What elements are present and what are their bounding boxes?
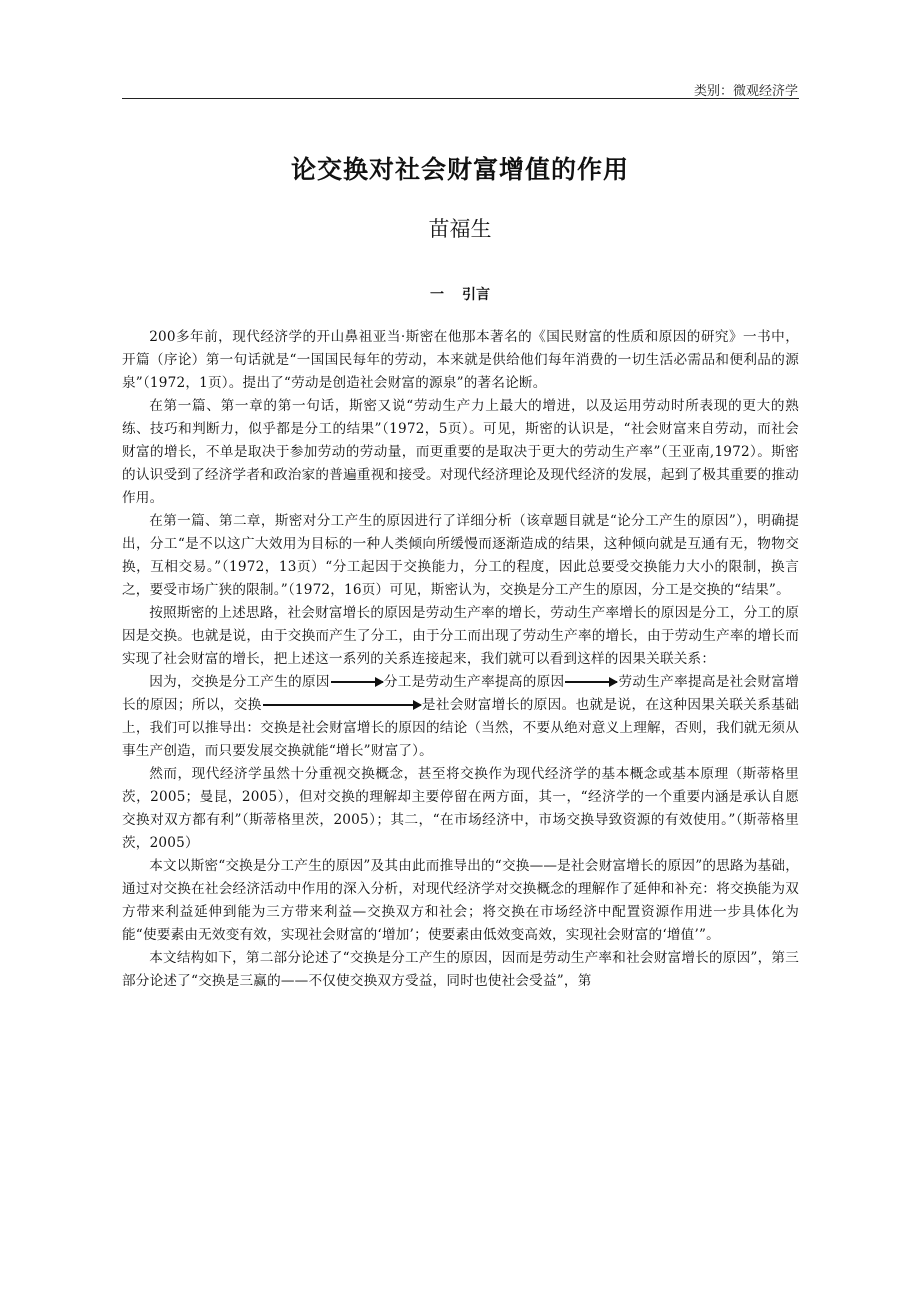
paragraph: 在第一篇、第一章的第一句话，斯密又说“劳动生产力上最大的增进，以及运用劳动时所表现的更大的熟练、技巧和判断力，似乎都是分工的结果”（1972，5页）。可见，斯密的认识是，“社会财富来自劳动，而社会财富的增长，不单是取决于参加劳动的劳动量，而更重要的是取决于更大的劳动生产率”（王亚南,1972）。斯密的认识受到了经济学者和政治家的普遍重视和接受。对现代经济理论及现代经济的发展，起到了极其重要的推动作用。 — [122, 398, 799, 506]
section-heading — [0, 284, 920, 304]
chain-part-1: 因为，交换是分工产生的原因 — [149, 674, 330, 690]
paper-title: 论交换对社会财富增值的作用 — [290, 155, 629, 184]
paragraph: 200多年前，现代经济学的开山鼻祖亚当·斯密在他那本著名的《国民财富的性质和原因的研究》一书中，开篇（序论）第一句话就是“一国国民每年的劳动，本来就是供给他们每年消费的一切生活必需品和便利品的源泉”（1972，1页）。提出了“劳动是创造社会财富的源泉”的著名论断。 — [122, 329, 799, 391]
header-rule — [122, 98, 799, 99]
section-title-text: 引言 — [462, 287, 490, 303]
right-arrow-icon — [331, 681, 383, 683]
paragraph: 在第一篇、第二章，斯密对分工产生的原因进行了详细分析（该章题目就是“论分工产生的原因”），明确提出，分工“是不以这广大效用为目标的一种人类倾向所缓慢而逐渐造成的结果，这种倾向就是互通有无，物物交换，互相交易。”（1972，13页）“分工起因于交换能力，分工的程度，因此总要受交换能力大小的限制，换言之，要受市场广狭的限制。”（1972，16页）可见，斯密认为，交换是分工产生的原因，分工是交换的“结果”。 — [122, 513, 799, 598]
long-right-arrow-icon — [263, 704, 421, 706]
chain-part-4: 是社会财富增长的原因。也就是说，在这种因果关联关系基础上，我们可以推导出：交换是社会财富增长的原因的结论（当然，不要从绝对意义上理解，否则，我们就无须从事生产创造，而只要发展交换就能“增长”财富了）。 — [122, 697, 799, 759]
right-arrow-icon — [565, 681, 617, 683]
body-text — [122, 326, 799, 993]
chain-part-2: 分工是劳动生产率提高的原因 — [383, 674, 565, 690]
paragraph: 本文结构如下，第二部分论述了“交换是分工产生的原因，因而是劳动生产率和社会财富增长的原因”，第三部分论述了“交换是三赢的——不仅使交换双方受益，同时也使社会受益”，第 — [122, 950, 799, 989]
causal-chain-paragraph — [122, 671, 799, 763]
paragraph: 按照斯密的上述思路，社会财富增长的原因是劳动生产率的增长，劳动生产率增长的原因是分工，分工的原因是交换。也就是说，由于交换而产生了分工，由于分工而出现了劳动生产率的增长，由于劳动生产率的增长而实现了社会财富的增长，把上述这一系列的关系连接起来，我们就可以看到这样的因果关联关系： — [122, 605, 799, 667]
paragraph: 然而，现代经济学虽然十分重视交换概念，甚至将交换作为现代经济学的基本概念或基本原理（斯蒂格里茨，2005；曼昆，2005），但对交换的理解却主要停留在两方面，其一，“经济学的一个重要内涵是承认自愿交换对双方都有利”（斯蒂格里茨，2005）；其二，“在市场经济中，市场交换导致资源的有效使用。”（斯蒂格里茨，2005） — [122, 766, 799, 851]
section-number: 一 — [430, 287, 444, 303]
paper-author: 苗福生 — [428, 217, 492, 241]
chain-part-3: 劳动生产率提高是社会财富增长的原因；所以，交换 — [122, 674, 799, 713]
paragraph: 本文以斯密“交换是分工产生的原因”及其由此而推导出的“交换——是社会财富增长的原因”的思路为基础，通过对交换在社会经济活动中作用的深入分析，对现代经济学对交换概念的理解作了延伸和补充：将交换能为双方带来利益延伸到能为三方带来利益—交换双方和社会；将交换在市场经济中配置资源作用进一步具体化为能“使要素由无效变有效，实现社会财富的‘增加’；使要素由低效变高效，实现社会财富的‘增值’”。 — [122, 858, 799, 943]
header-category: 类别：微观经济学 — [693, 84, 798, 99]
